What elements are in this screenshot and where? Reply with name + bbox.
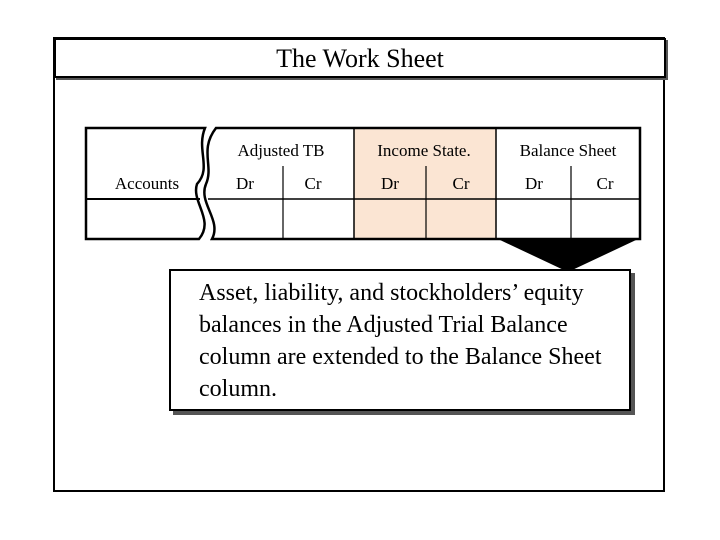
balance-sheet-cr: Cr <box>596 174 614 193</box>
income-statement-header: Income State. <box>377 141 471 160</box>
slide-title: The Work Sheet <box>54 38 666 78</box>
adjusted-tb-header: Adjusted TB <box>237 141 325 160</box>
income-statement-cr: Cr <box>452 174 470 193</box>
income-statement-dr: Dr <box>381 174 399 193</box>
pointer-arrow <box>500 240 636 272</box>
callout-box <box>169 269 631 411</box>
balance-sheet-header: Balance Sheet <box>519 141 617 160</box>
accounts-label: Accounts <box>114 174 180 193</box>
adjusted-tb-dr: Dr <box>236 174 254 193</box>
balance-sheet-dr: Dr <box>525 174 543 193</box>
callout-text: Asset, liability, and stockholders’ equity balances in the Adjusted Trial Balance column are extended to the Balance Sheet column. <box>199 280 602 402</box>
adjusted-tb-cr: Cr <box>304 174 322 193</box>
